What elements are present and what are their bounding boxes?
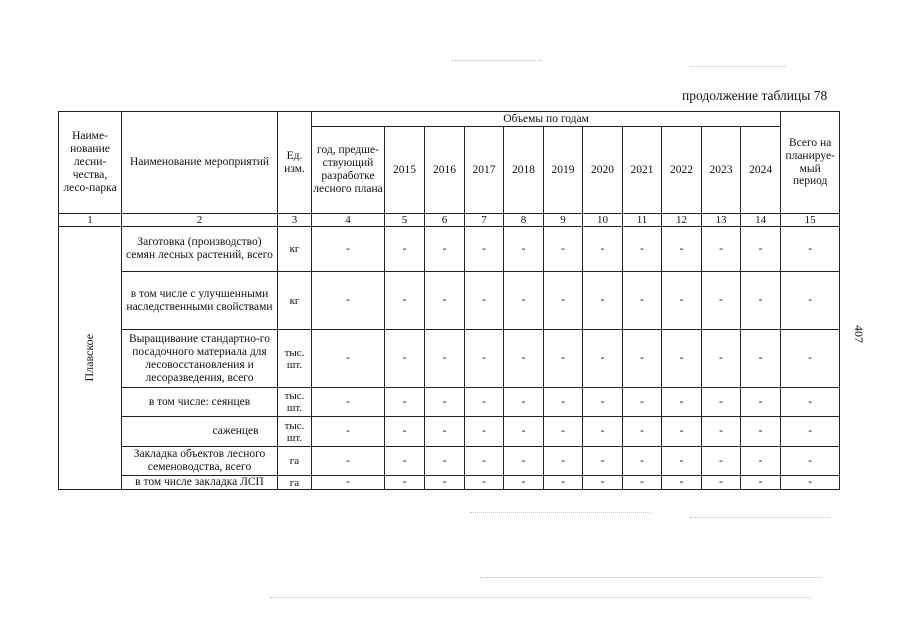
value-cell: -	[781, 330, 840, 388]
value-cell: -	[781, 388, 840, 417]
table-row	[59, 476, 840, 490]
column-number: 11	[623, 214, 662, 227]
header-activity: Наименование мероприятий	[122, 112, 278, 214]
header-year: 2020	[583, 127, 623, 214]
value-cell: -	[781, 227, 840, 272]
value-cell: -	[741, 417, 781, 447]
activity-cell: Заготовка (производство) семян лесных растений, всего	[122, 227, 278, 272]
scan-artifact	[452, 60, 542, 62]
activity-cell: в том числе с улучшенными наследственными свойствами	[122, 272, 278, 330]
value-cell: -	[662, 227, 702, 272]
value-cell: -	[583, 388, 623, 417]
activity-cell: в том числе закладка ЛСП	[122, 476, 278, 490]
page-number: 407	[852, 325, 866, 343]
scan-artifact	[690, 66, 785, 68]
value-cell: -	[781, 272, 840, 330]
column-number: 4	[312, 214, 385, 227]
value-cell: -	[385, 330, 425, 388]
value-cell: -	[465, 388, 504, 417]
value-cell: -	[425, 476, 465, 490]
value-cell: -	[702, 476, 741, 490]
table-row	[59, 447, 840, 476]
value-cell: -	[425, 227, 465, 272]
header-forestry: Наиме-нование лесни-чества, лесо-парка	[59, 112, 122, 214]
value-cell: -	[504, 447, 544, 476]
value-cell: -	[425, 330, 465, 388]
value-cell: -	[623, 417, 662, 447]
unit-cell: тыс. шт.	[278, 330, 312, 388]
value-cell: -	[662, 272, 702, 330]
table-row	[59, 330, 840, 388]
header-year: 2024	[741, 127, 781, 214]
scan-artifact	[480, 577, 820, 579]
value-cell: -	[662, 417, 702, 447]
value-cell: -	[781, 447, 840, 476]
value-cell: -	[583, 272, 623, 330]
value-cell: -	[385, 272, 425, 330]
column-number: 6	[425, 214, 465, 227]
table-row	[59, 227, 840, 272]
value-cell: -	[781, 476, 840, 490]
forest-plan-table	[58, 111, 840, 490]
value-cell: -	[385, 447, 425, 476]
region-label: Плавское	[82, 334, 97, 382]
header-year: 2021	[623, 127, 662, 214]
value-cell: -	[312, 476, 385, 490]
unit-cell: га	[278, 447, 312, 476]
value-cell: -	[312, 227, 385, 272]
scan-artifact	[270, 597, 810, 599]
value-cell: -	[662, 447, 702, 476]
column-number: 10	[583, 214, 623, 227]
value-cell: -	[465, 227, 504, 272]
column-number-row	[59, 214, 840, 227]
value-cell: -	[662, 388, 702, 417]
column-number: 9	[544, 214, 583, 227]
value-cell: -	[623, 476, 662, 490]
value-cell: -	[312, 388, 385, 417]
value-cell: -	[504, 330, 544, 388]
value-cell: -	[781, 417, 840, 447]
value-cell: -	[741, 330, 781, 388]
value-cell: -	[504, 227, 544, 272]
header-year: 2017	[465, 127, 504, 214]
unit-cell: кг	[278, 272, 312, 330]
value-cell: -	[465, 272, 504, 330]
header-year: 2015	[385, 127, 425, 214]
column-number: 8	[504, 214, 544, 227]
value-cell: -	[583, 417, 623, 447]
table-row	[59, 272, 840, 330]
value-cell: -	[312, 272, 385, 330]
value-cell: -	[623, 272, 662, 330]
value-cell: -	[623, 227, 662, 272]
scan-artifact	[470, 512, 650, 514]
table-caption: продолжение таблицы 78	[682, 88, 828, 103]
table-row	[59, 417, 840, 447]
header-total: Всего на планируе-мый период	[781, 112, 840, 214]
value-cell: -	[465, 447, 504, 476]
value-cell: -	[741, 476, 781, 490]
value-cell: -	[425, 417, 465, 447]
value-cell: -	[583, 447, 623, 476]
scan-artifact	[690, 517, 830, 519]
value-cell: -	[385, 417, 425, 447]
column-number: 13	[702, 214, 741, 227]
unit-cell: тыс. шт.	[278, 388, 312, 417]
value-cell: -	[504, 388, 544, 417]
table-row	[59, 388, 840, 417]
value-cell: -	[544, 417, 583, 447]
header-year: 2019	[544, 127, 583, 214]
column-number: 1	[59, 214, 122, 227]
value-cell: -	[623, 330, 662, 388]
unit-cell: тыс. шт.	[278, 417, 312, 447]
value-cell: -	[425, 388, 465, 417]
value-cell: -	[583, 476, 623, 490]
value-cell: -	[662, 330, 702, 388]
column-number: 14	[741, 214, 781, 227]
value-cell: -	[385, 227, 425, 272]
value-cell: -	[702, 227, 741, 272]
value-cell: -	[544, 476, 583, 490]
header-unit: Ед. изм.	[278, 112, 312, 214]
header-year: 2018	[504, 127, 544, 214]
value-cell: -	[623, 388, 662, 417]
value-cell: -	[741, 272, 781, 330]
value-cell: -	[312, 417, 385, 447]
column-number: 15	[781, 214, 840, 227]
column-number: 12	[662, 214, 702, 227]
header-year: 2016	[425, 127, 465, 214]
column-number: 5	[385, 214, 425, 227]
region-cell	[59, 227, 122, 490]
value-cell: -	[702, 330, 741, 388]
activity-cell: в том числе: сеянцев	[122, 388, 278, 417]
activity-cell: Выращивание стандартно-го посадочного материала для лесовосстановления и лесоразведения, всего	[122, 330, 278, 388]
value-cell: -	[312, 330, 385, 388]
value-cell: -	[465, 417, 504, 447]
header-volumes-by-year: Объемы по годам	[312, 112, 781, 127]
unit-cell: кг	[278, 227, 312, 272]
value-cell: -	[583, 227, 623, 272]
value-cell: -	[312, 447, 385, 476]
value-cell: -	[702, 272, 741, 330]
column-number: 7	[465, 214, 504, 227]
value-cell: -	[741, 447, 781, 476]
activity-cell: саженцев	[122, 417, 278, 447]
value-cell: -	[385, 388, 425, 417]
value-cell: -	[425, 272, 465, 330]
value-cell: -	[544, 227, 583, 272]
header-year: 2023	[702, 127, 741, 214]
value-cell: -	[544, 330, 583, 388]
value-cell: -	[504, 272, 544, 330]
value-cell: -	[544, 272, 583, 330]
unit-cell: га	[278, 476, 312, 490]
value-cell: -	[465, 330, 504, 388]
value-cell: -	[702, 447, 741, 476]
value-cell: -	[741, 227, 781, 272]
value-cell: -	[702, 417, 741, 447]
value-cell: -	[544, 447, 583, 476]
column-number: 3	[278, 214, 312, 227]
activity-cell: Закладка объектов лесного семеноводства, всего	[122, 447, 278, 476]
column-number: 2	[122, 214, 278, 227]
value-cell: -	[504, 417, 544, 447]
value-cell: -	[702, 388, 741, 417]
value-cell: -	[623, 447, 662, 476]
value-cell: -	[385, 476, 425, 490]
header-year: 2022	[662, 127, 702, 214]
value-cell: -	[504, 476, 544, 490]
header-prev-year: год, предше-ствующий разработке лесного плана	[312, 127, 385, 214]
value-cell: -	[741, 388, 781, 417]
value-cell: -	[544, 388, 583, 417]
value-cell: -	[425, 447, 465, 476]
value-cell: -	[465, 476, 504, 490]
value-cell: -	[583, 330, 623, 388]
value-cell: -	[662, 476, 702, 490]
